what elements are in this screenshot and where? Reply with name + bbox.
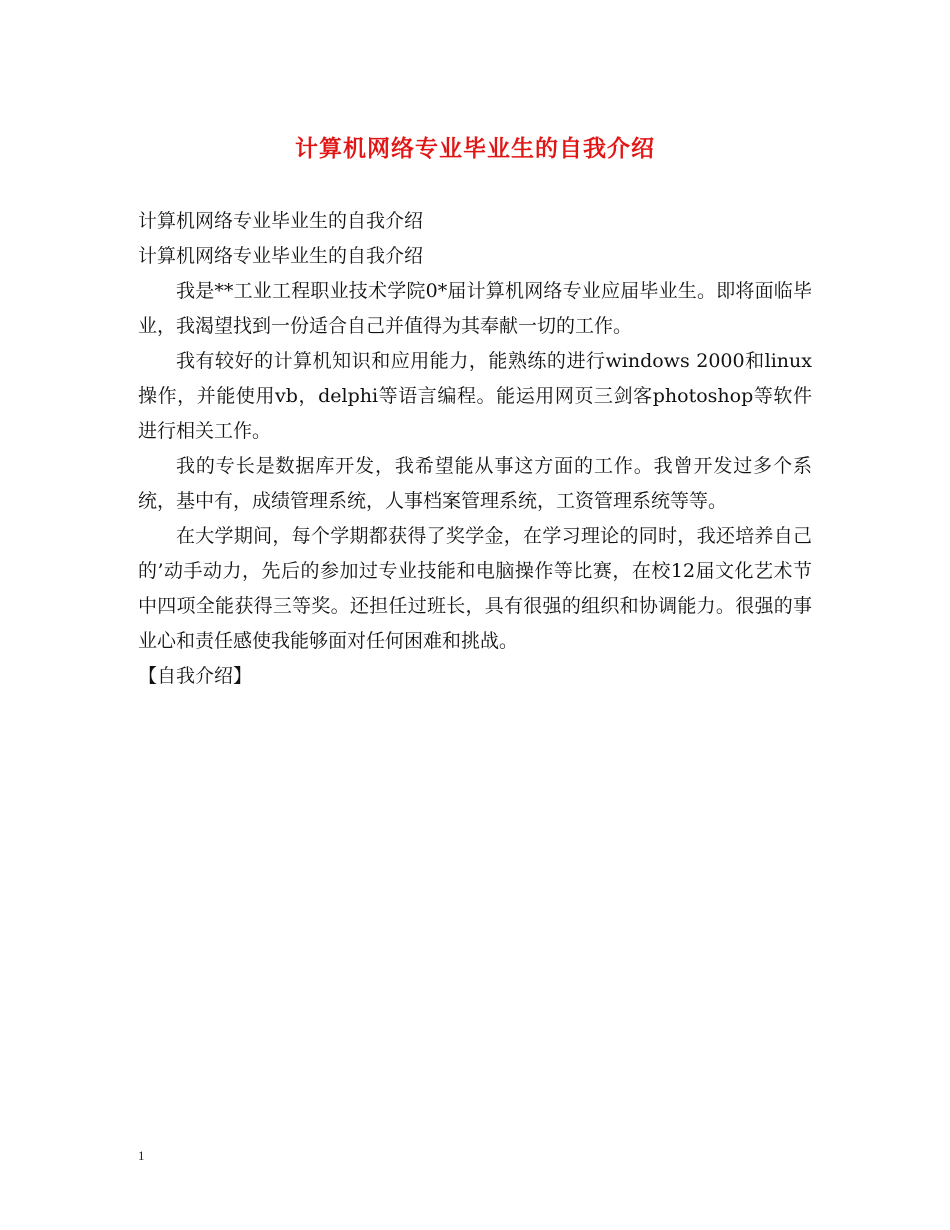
document-body — [138, 204, 812, 694]
subtitle-line: 计算机网络专业毕业生的自我介绍 — [138, 245, 424, 267]
page-number: 1 — [138, 1148, 145, 1163]
paragraph: 我是**工业工程职业技术学院0*届计算机网络专业应届毕业生。即将面临毕业，我渴望找到一份适合自己并值得为其奉献一切的工作。 — [138, 280, 812, 337]
paragraph: 我的专长是数据库开发，我希望能从事这方面的工作。我曾开发过多个系统，基中有，成绩管理系统，人事档案管理系统，工资管理系统等等。 — [138, 455, 812, 512]
subtitle-line: 计算机网络专业毕业生的自我介绍 — [138, 210, 424, 232]
paragraph: 我有较好的计算机知识和应用能力，能熟练的进行windows 2000和linux操作，并能使用vb，delphi等语言编程。能运用网页三剑客photoshop等软件进行相关工作。 — [138, 350, 812, 442]
document-title: 计算机网络专业毕业生的自我介绍 — [295, 135, 655, 162]
paragraph: 在大学期间，每个学期都获得了奖学金，在学习理论的同时，我还培养自己的’动手动力，先后的参加过专业技能和电脑操作等比赛，在校12届文化艺术节中四项全能获得三等奖。还担任过班长，具有很强的组织和协调能力。很强的事业心和责任感使我能够面对任何困难和挑战。 — [138, 525, 812, 652]
closing-tag: 【自我介绍】 — [138, 665, 253, 687]
